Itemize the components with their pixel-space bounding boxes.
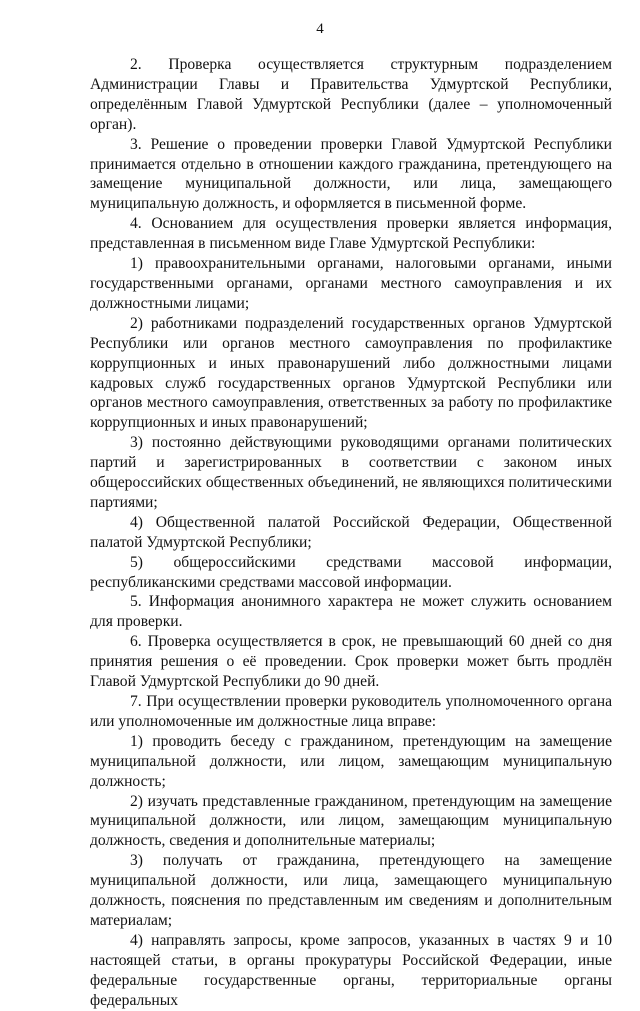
subitem-4-2: 2) работниками подразделений государственных органов Удмуртской Республики или органов местного самоуправления по профилактике коррупционных и иных правонарушений либо должностными лицами кадровых служб государственных органов Удмуртской Республики или органов местного самоуправления, ответственных за работу по профилактике коррупционных и иных правонарушений; (90, 314, 612, 432)
subitem-4-3: 3) постоянно действующими руководящими органами политических партий и зарегистрированных в соответствии с законом иных общероссийских общественных объединений, не являющихся политическими партиями; (90, 434, 612, 511)
paragraph-item-5: 5. Информация анонимного характера не может служить основанием для проверки. (90, 593, 612, 631)
subitem-7-2: 2) изучать представленные гражданином, претендующим на замещение муниципальной должности, или лицом, замещающим муниципальную должность, сведения и дополнительные материалы; (90, 792, 612, 850)
subitem-4-4: 4) Общественной палатой Российской Федерации, Общественной палатой Удмуртской Республики; (90, 513, 612, 551)
subitem-7-1: 1) проводить беседу с гражданином, претендующим на замещение муниципальной должности, или лицом, замещающим муниципальную должность; (90, 732, 612, 790)
subitem-4-5: 5) общероссийскими средствами массовой информации, республиканскими средствами массовой информации. (90, 553, 612, 591)
paragraph-item-3: 3. Решение о проведении проверки Главой Удмуртской Республики принимается отдельно в отношении каждого гражданина, претендующего на замещение муниципальной должности, или лица, замещающего муниципальную должность, и оформляется в письменной форме. (90, 135, 612, 213)
paragraph-item-2: 2. Проверка осуществляется структурным подразделением Администрации Главы и Правительства Удмуртской Республики, определённым Главой Удмуртской Республики (далее – уполномоченный орган). (90, 56, 612, 133)
subitem-7-3: 3) получать от гражданина, претендующего на замещение муниципальной должности, или лица, замещающего муниципальную должность, пояснения по представленным им сведениям и дополнительным материалам; (90, 852, 612, 929)
subitem-4-1: 1) правоохранительными органами, налоговыми органами, иными государственными органами, органами местного самоуправления и их должностными лицами; (90, 255, 612, 312)
page-number: 4 (316, 21, 324, 37)
paragraph-item-4: 4. Основанием для осуществления проверки является информация, представленная в письменном виде Главе Удмуртской Республики: (90, 215, 612, 253)
document-body (90, 55, 612, 1011)
paragraph-item-7: 7. При осуществлении проверки руководитель уполномоченного органа или уполномоченные им должностные лица вправе: (90, 693, 612, 730)
paragraph-item-6: 6. Проверка осуществляется в срок, не превышающий 60 дней со дня принятия решения о её проведении. Срок проверки может быть продлён Главой Удмуртской Республики до 90 дней. (90, 633, 612, 691)
subitem-7-4: 4) направлять запросы, кроме запросов, указанных в частях 9 и 10 настоящей статьи, в органы прокуратуры Российской Федерации, иные федеральные государственные органы, территориальные органы федеральных (90, 931, 612, 1009)
